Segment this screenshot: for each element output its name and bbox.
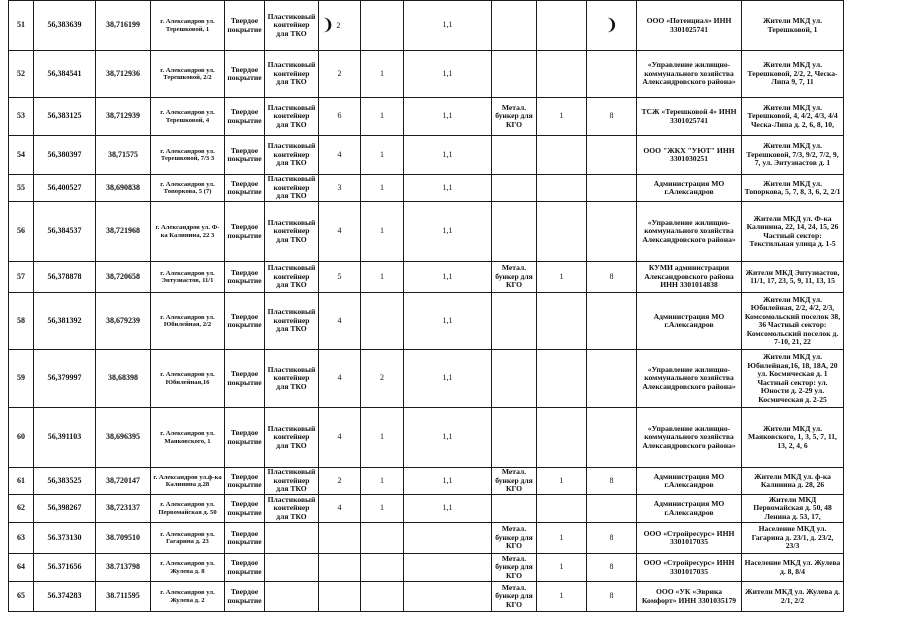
container-count-2-cell: 1 (361, 495, 404, 523)
container-type-cell: Пластиковый контейнер для ТКО (265, 408, 319, 468)
owner-cell: Администрация МО г.Александров (637, 293, 742, 350)
table-row (9, 523, 844, 554)
owner-cell: Администрация МО г.Александров (637, 495, 742, 523)
container-volume-cell: 1,1 (404, 262, 492, 293)
row-number: 52 (9, 51, 34, 98)
container-type-cell (265, 554, 319, 582)
container-type-cell: Пластиковый контейнер для ТКО (265, 293, 319, 350)
address-cell: г. Александров ул. Энтузиастов, 11/1 (151, 262, 225, 293)
address-cell: г. Александров ул. Терешковой, 7/3 3 (151, 136, 225, 175)
table-row (9, 293, 844, 350)
row-number: 54 (9, 136, 34, 175)
surface-cell: Твердое покрытие (225, 582, 265, 612)
bunker-type-cell (492, 175, 537, 202)
container-type-cell: Пластиковый контейнер для ТКО (265, 98, 319, 136)
row-number: 65 (9, 582, 34, 612)
surface-cell: Твердое покрытие (225, 262, 265, 293)
surface-cell: Твердое покрытие (225, 175, 265, 202)
container-volume-cell: 1,1 (404, 408, 492, 468)
surface-cell: Твердое покрытие (225, 202, 265, 262)
bunker-volume-cell: 8 (587, 98, 637, 136)
container-type-cell: Пластиковый контейнер для ТКО (265, 262, 319, 293)
latitude-cell: 56,383525 (34, 468, 96, 495)
binder-mark-right: ❩ (604, 16, 619, 34)
longitude-cell: 38,712939 (96, 98, 151, 136)
users-cell: Жители МКД ул. Терешковой, 1 (742, 1, 844, 51)
owner-cell: «Управление жилищно-коммунального хозяйства Александровского района» (637, 202, 742, 262)
container-count-cell: 2 (319, 51, 361, 98)
bunker-count-cell: 1 (537, 523, 587, 554)
owner-cell: ООО «Потенциал» ИНН 3301025741 (637, 1, 742, 51)
owner-cell: ТСЖ «Терешковой 4» ИНН 3301025741 (637, 98, 742, 136)
container-count-2-cell: 1 (361, 262, 404, 293)
container-count-cell (319, 523, 361, 554)
address-cell: г. Александров ул. Жулева д. 8 (151, 554, 225, 582)
users-cell: Жители МКД ул. Терешковой, 4, 4/2, 4/3, 4/4 Ческа-Липа д. 2, 6, 8, 10, (742, 98, 844, 136)
row-number: 63 (9, 523, 34, 554)
container-volume-cell (404, 523, 492, 554)
owner-cell: ООО «УК «Эврика Комфорт» ИНН 3301035179 (637, 582, 742, 612)
surface-cell: Твердое покрытие (225, 468, 265, 495)
bunker-count-cell (537, 136, 587, 175)
table-row (9, 51, 844, 98)
container-count-cell: 5 (319, 262, 361, 293)
container-count-cell: 4 (319, 202, 361, 262)
bunker-volume-cell (587, 408, 637, 468)
container-count-2-cell: 1 (361, 98, 404, 136)
table-row (9, 136, 844, 175)
owner-cell: ООО "ЖКХ "УЮТ" ИНН 3301030251 (637, 136, 742, 175)
bunker-count-cell: 1 (537, 262, 587, 293)
container-type-cell: Пластиковый контейнер для ТКО (265, 495, 319, 523)
surface-cell: Твердое покрытие (225, 293, 265, 350)
address-cell: г. Александров ул. Ф-ка Калинина, 22 3 (151, 202, 225, 262)
bunker-volume-cell: 8 (587, 582, 637, 612)
table-row (9, 554, 844, 582)
container-count-2-cell (361, 523, 404, 554)
bunker-type-cell: Метал. бункер для КГО (492, 523, 537, 554)
container-count-cell (319, 582, 361, 612)
bunker-volume-cell (587, 293, 637, 350)
address-cell: г. Александров ул. Жулева д. 2 (151, 582, 225, 612)
address-cell: г. Александров ул. Юбилейная,16 (151, 350, 225, 408)
bunker-count-cell (537, 495, 587, 523)
address-cell: г. Александров ул. Терешковой, 1 (151, 1, 225, 51)
owner-cell: Администрация МО г.Александров (637, 175, 742, 202)
container-count-2-cell: 1 (361, 408, 404, 468)
container-count-2-cell: 1 (361, 51, 404, 98)
waste-sites-table (8, 0, 844, 612)
table-body (9, 1, 844, 612)
longitude-cell: 38,712936 (96, 51, 151, 98)
bunker-volume-cell (587, 51, 637, 98)
container-count-cell: 4 (319, 136, 361, 175)
row-number: 56 (9, 202, 34, 262)
users-cell: Жители МКД ул. Ф-ка Калинина, 22, 14, 24, 15, 26 Частный сектор: Текстильная улица д. 1-5 (742, 202, 844, 262)
longitude-cell: 38,71575 (96, 136, 151, 175)
row-number: 62 (9, 495, 34, 523)
container-volume-cell (404, 582, 492, 612)
latitude-cell: 56,378878 (34, 262, 96, 293)
users-cell: Жители МКД ул. ф-ка Калинина д. 28, 26 (742, 468, 844, 495)
bunker-count-cell: 1 (537, 582, 587, 612)
bunker-volume-cell (587, 136, 637, 175)
latitude-cell: 56,400527 (34, 175, 96, 202)
container-count-2-cell (361, 293, 404, 350)
users-cell: Жители МКД Энтузиастов, 11/1, 17, 23, 5, 9, 11, 13, 15 (742, 262, 844, 293)
users-cell: Население МКД ул. Гагарина д. 23/1, д. 23/2, 23/3 (742, 523, 844, 554)
container-count-cell (319, 554, 361, 582)
table-row (9, 350, 844, 408)
bunker-type-cell (492, 51, 537, 98)
container-volume-cell: 1,1 (404, 1, 492, 51)
container-count-2-cell: 2 (361, 350, 404, 408)
bunker-count-cell: 1 (537, 98, 587, 136)
bunker-volume-cell (587, 495, 637, 523)
table-row (9, 1, 844, 51)
longitude-cell: 38,721968 (96, 202, 151, 262)
bunker-type-cell: Метал. бункер для КГО (492, 262, 537, 293)
container-count-2-cell (361, 554, 404, 582)
container-type-cell: Пластиковый контейнер для ТКО (265, 468, 319, 495)
users-cell: Жители МКД ул. Терешковой, 7/3, 9/2, 7/2, 9, 7, ул. Энтузиастов д. 1 (742, 136, 844, 175)
binder-mark-left: ❩ (321, 16, 335, 34)
container-type-cell: Пластиковый контейнер для ТКО (265, 136, 319, 175)
table-row (9, 98, 844, 136)
users-cell: Жители МКД ул. Терешковой, 2/2, 2, Ческа-Липа 9, 7, 11 (742, 51, 844, 98)
container-count-cell: 6 (319, 98, 361, 136)
address-cell: г. Александров ул. Терешковой, 4 (151, 98, 225, 136)
surface-cell: Твердое покрытие (225, 51, 265, 98)
table-row (9, 468, 844, 495)
surface-cell: Твердое покрытие (225, 350, 265, 408)
users-cell: Жители МКД ул. Юбилейная,16, 18, 18А, 20 ул. Космическая д. 1 Частный сектор: ул. Юности д. 2-29 ул. Космическая д. 2-25 (742, 350, 844, 408)
row-number: 55 (9, 175, 34, 202)
owner-cell: Администрация МО г.Александров (637, 468, 742, 495)
users-cell: Жители МКД ул. Маяковского, 1, 3, 5, 7, 11, 13, 2, 4, 6 (742, 408, 844, 468)
bunker-type-cell (492, 495, 537, 523)
row-number: 51 (9, 1, 34, 51)
container-count-2-cell (361, 1, 404, 51)
container-count-cell: 4 (319, 293, 361, 350)
longitude-cell: 38,716199 (96, 1, 151, 51)
address-cell: г. Александров ул. Гагарина д. 23 (151, 523, 225, 554)
longitude-cell: 38.709510 (96, 523, 151, 554)
row-number: 59 (9, 350, 34, 408)
latitude-cell: 56.373130 (34, 523, 96, 554)
bunker-volume-cell: 8 (587, 523, 637, 554)
longitude-cell: 38,720658 (96, 262, 151, 293)
longitude-cell: 38,696395 (96, 408, 151, 468)
owner-cell: «Управление жилищно-коммунального хозяйства Александровского района» (637, 408, 742, 468)
longitude-cell: 38,720147 (96, 468, 151, 495)
container-volume-cell: 1,1 (404, 350, 492, 408)
owner-cell: КУМИ администрации Александровского района ИНН 3301014838 (637, 262, 742, 293)
surface-cell: Твердое покрытие (225, 495, 265, 523)
address-cell: г. Александров ул.ф-ка Калинина д.28 (151, 468, 225, 495)
container-count-2-cell: 1 (361, 136, 404, 175)
bunker-count-cell (537, 1, 587, 51)
bunker-type-cell (492, 293, 537, 350)
latitude-cell: 56.371656 (34, 554, 96, 582)
container-count-2-cell: 1 (361, 202, 404, 262)
bunker-volume-cell (587, 202, 637, 262)
address-cell: г. Александров ул. Первомайская д. 50 (151, 495, 225, 523)
bunker-volume-cell (587, 350, 637, 408)
container-count-cell: 4 (319, 408, 361, 468)
bunker-type-cell: Метал. бункер для КГО (492, 554, 537, 582)
bunker-type-cell: Метал. бункер для КГО (492, 98, 537, 136)
latitude-cell: 56,391103 (34, 408, 96, 468)
latitude-cell: 56.374283 (34, 582, 96, 612)
latitude-cell: 56,383639 (34, 1, 96, 51)
owner-cell: ООО «Стройресурс» ИНН 3301017035 (637, 554, 742, 582)
table-row (9, 495, 844, 523)
row-number: 64 (9, 554, 34, 582)
bunker-count-cell (537, 51, 587, 98)
table-row (9, 175, 844, 202)
longitude-cell: 38,690838 (96, 175, 151, 202)
longitude-cell: 38.711595 (96, 582, 151, 612)
users-cell: Жители МКД ул. Топоркова, 5, 7, 8, 3, 6, 2, 2/1 (742, 175, 844, 202)
longitude-cell: 38,679239 (96, 293, 151, 350)
container-volume-cell: 1,1 (404, 51, 492, 98)
container-volume-cell: 1,1 (404, 136, 492, 175)
surface-cell: Твердое покрытие (225, 523, 265, 554)
bunker-type-cell: Метал. бункер для КГО (492, 468, 537, 495)
surface-cell: Твердое покрытие (225, 554, 265, 582)
table-row (9, 202, 844, 262)
latitude-cell: 56,380397 (34, 136, 96, 175)
owner-cell: «Управление жилищно-коммунального хозяйства Александровского района» (637, 350, 742, 408)
container-volume-cell: 1,1 (404, 202, 492, 262)
bunker-count-cell (537, 350, 587, 408)
latitude-cell: 56,384541 (34, 51, 96, 98)
bunker-volume-cell (587, 175, 637, 202)
users-cell: Жители МКД ул. Юбилейная, 2/2, 4/2, 2/3, Комсомольский поселок 38, 36 Частный сектор: Комсомольский поселок д. 7-10, 21, 22 (742, 293, 844, 350)
longitude-cell: 38.713798 (96, 554, 151, 582)
bunker-volume-cell: 8 (587, 262, 637, 293)
longitude-cell: 38,723137 (96, 495, 151, 523)
row-number: 53 (9, 98, 34, 136)
container-count-cell: 4 (319, 350, 361, 408)
bunker-count-cell: 1 (537, 554, 587, 582)
container-count-cell: 4 (319, 495, 361, 523)
address-cell: г. Александров ул. Маяковского, 1 (151, 408, 225, 468)
row-number: 60 (9, 408, 34, 468)
container-type-cell: Пластиковый контейнер для ТКО (265, 1, 319, 51)
container-type-cell (265, 523, 319, 554)
latitude-cell: 56,384537 (34, 202, 96, 262)
table-row (9, 582, 844, 612)
container-count-cell: ❩ 2 (319, 1, 361, 51)
container-count-2-cell: 1 (361, 175, 404, 202)
surface-cell: Твердое покрытие (225, 1, 265, 51)
container-count-2-cell (361, 582, 404, 612)
surface-cell: Твердое покрытие (225, 408, 265, 468)
users-cell: Жители МКД ул. Жулева д. 2/1, 2/2 (742, 582, 844, 612)
surface-cell: Твердое покрытие (225, 98, 265, 136)
users-cell: Население МКД ул. Жулева д. 8, 8/4 (742, 554, 844, 582)
address-cell: г. Александров ул. Топоркова, 5 (7) (151, 175, 225, 202)
row-number: 61 (9, 468, 34, 495)
longitude-cell: 38,68398 (96, 350, 151, 408)
address-cell: г. Александров ул. Терешковой, 2/2 (151, 51, 225, 98)
container-type-cell: Пластиковый контейнер для ТКО (265, 51, 319, 98)
bunker-count-cell: 1 (537, 468, 587, 495)
users-cell: Жители МКД Первомайская д. 50, 48 Ленина д. 53, 17, (742, 495, 844, 523)
table-row (9, 262, 844, 293)
latitude-cell: 56,398267 (34, 495, 96, 523)
container-count-2-cell: 1 (361, 468, 404, 495)
container-count-cell: 2 (319, 468, 361, 495)
bunker-count-cell (537, 175, 587, 202)
bunker-type-cell (492, 1, 537, 51)
table-row (9, 408, 844, 468)
address-cell: г. Александров ул. Юбилейная, 2/2 (151, 293, 225, 350)
latitude-cell: 56,381392 (34, 293, 96, 350)
bunker-type-cell (492, 136, 537, 175)
bunker-volume-cell: 8 (587, 468, 637, 495)
container-volume-cell: 1,1 (404, 175, 492, 202)
owner-cell: ООО «Стройресурс» ИНН 3301017035 (637, 523, 742, 554)
bunker-type-cell (492, 202, 537, 262)
latitude-cell: 56,379997 (34, 350, 96, 408)
owner-cell: «Управление жилищно-коммунального хозяйства Александровского района» (637, 51, 742, 98)
row-number: 57 (9, 262, 34, 293)
container-count-cell: 3 (319, 175, 361, 202)
container-volume-cell: 1,1 (404, 468, 492, 495)
row-number: 58 (9, 293, 34, 350)
bunker-count-cell (537, 202, 587, 262)
surface-cell: Твердое покрытие (225, 136, 265, 175)
container-volume-cell: 1,1 (404, 495, 492, 523)
bunker-type-cell: Метал. бункер для КГО (492, 582, 537, 612)
container-type-cell: Пластиковый контейнер для ТКО (265, 350, 319, 408)
bunker-volume-cell (587, 1, 637, 51)
latitude-cell: 56,383125 (34, 98, 96, 136)
container-type-cell: Пластиковый контейнер для ТКО (265, 175, 319, 202)
bunker-type-cell (492, 408, 537, 468)
bunker-count-cell (537, 408, 587, 468)
bunker-volume-cell: 8 (587, 554, 637, 582)
container-volume-cell: 1,1 (404, 293, 492, 350)
container-volume-cell: 1,1 (404, 98, 492, 136)
bunker-type-cell (492, 350, 537, 408)
container-type-cell (265, 582, 319, 612)
container-type-cell: Пластиковый контейнер для ТКО (265, 202, 319, 262)
bunker-count-cell (537, 293, 587, 350)
container-volume-cell (404, 554, 492, 582)
